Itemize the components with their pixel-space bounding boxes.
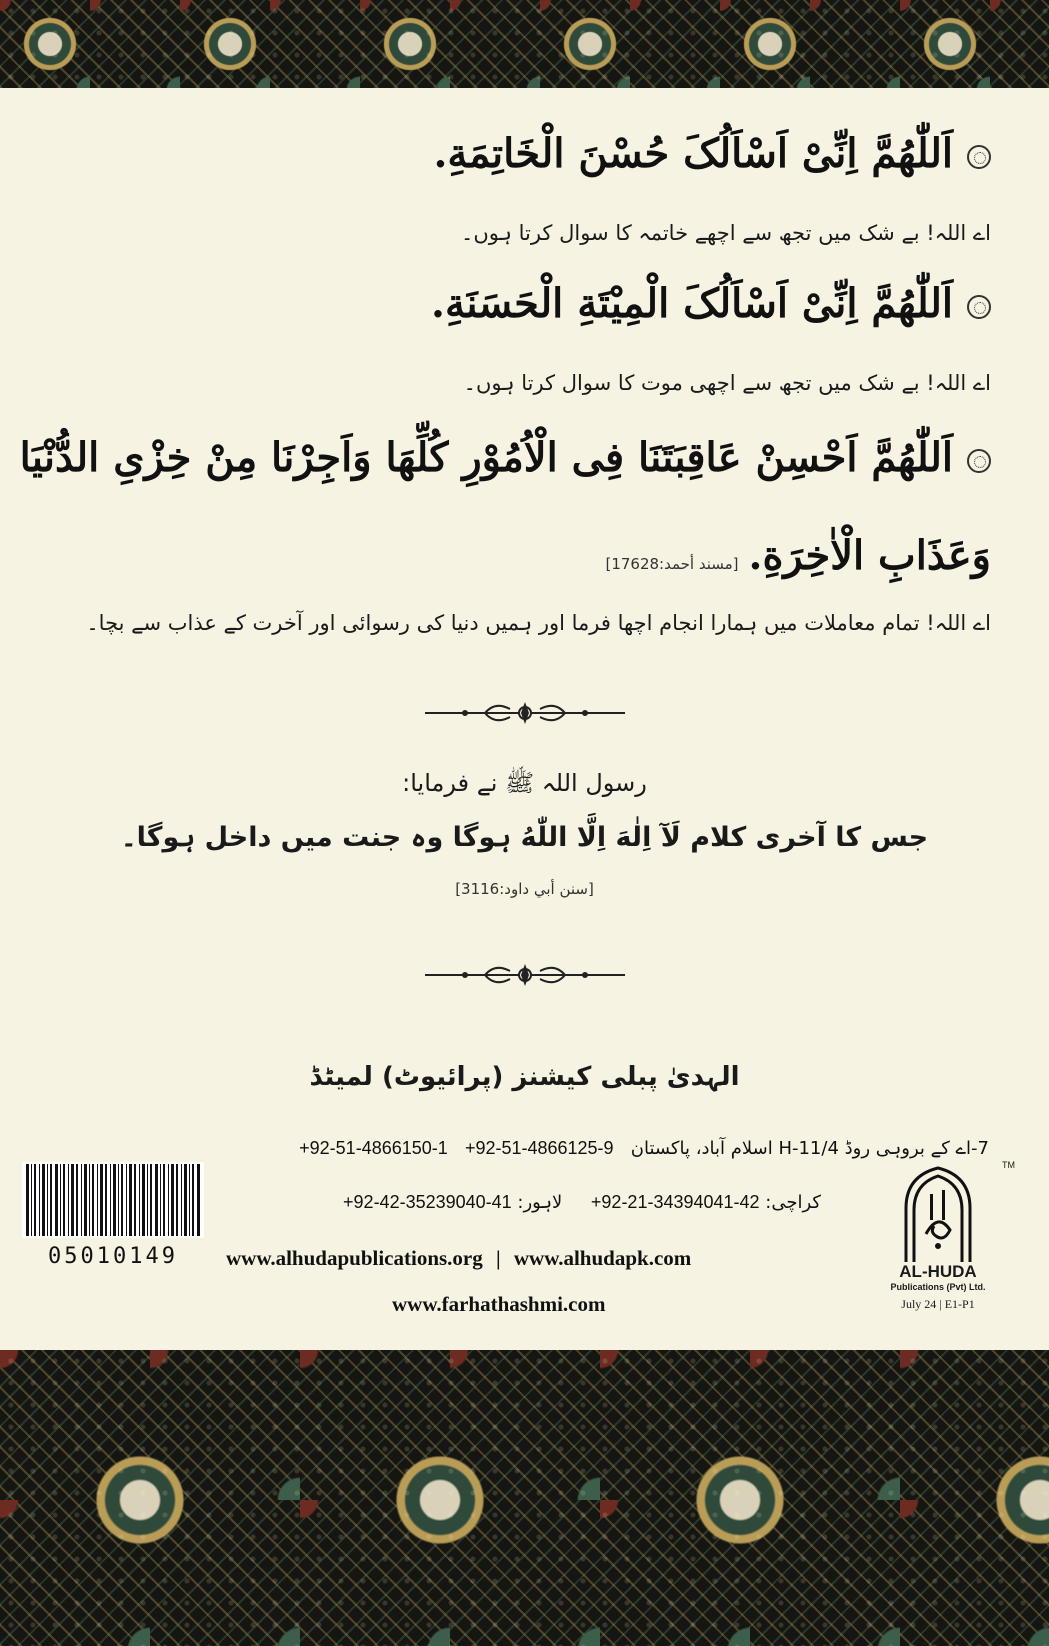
dua-2-arabic: اَللّٰهُمَّ اِنِّیْ اَسْاَلُکَ الْمِیْتَةِ الْحَسَنَةِ. bbox=[431, 278, 991, 330]
dua-3-arabic-line2: وَعَذَابِ الْاٰخِرَةِ.[مسند أحمد:17628] bbox=[605, 532, 991, 579]
dua-2-translation: اے اللہ! بے شک میں تجھ سے اچھی موت کا سوال کرتا ہوں۔ bbox=[463, 371, 991, 395]
lahore-label: لاہور: bbox=[517, 1192, 563, 1213]
dua-3-translation: اے اللہ! تمام معاملات میں ہمارا انجام اچھا فرما اور ہمیں دنیا کی رسوائی اور آخرت کے عذاب سے بچا۔ bbox=[86, 611, 991, 635]
barcode bbox=[22, 1162, 204, 1269]
phone-islamabad-1: +92-51-4866150-1 bbox=[299, 1138, 448, 1158]
rosette-icon bbox=[967, 449, 991, 473]
phone-lahore: +92-42-35239040-41 bbox=[343, 1192, 512, 1212]
hadith-text: جس کا آخری کلام لَآ اِلٰهَ اِلَّا اللّٰهُ ہوگا وہ جنت میں داخل ہوگا۔ bbox=[120, 822, 929, 853]
bottom-ornamental-border bbox=[0, 1350, 1049, 1646]
edition-code: July 24 | E1-P1 bbox=[901, 1297, 975, 1311]
phone-karachi: +92-21-34394041-42 bbox=[590, 1192, 760, 1212]
trademark-mark: TM bbox=[1002, 1160, 1015, 1170]
dua-3-reference: [مسند أحمد:17628] bbox=[605, 555, 739, 573]
logo-name: AL-HUDA bbox=[899, 1262, 977, 1281]
publisher-address: 7-اے کے بروہی روڈ H-11/4 اسلام آباد، پاکستان bbox=[630, 1138, 989, 1159]
dua-1-translation: اے اللہ! بے شک میں تجھ سے اچھے خاتمہ کا سوال کرتا ہوں۔ bbox=[461, 221, 991, 245]
rosette-icon bbox=[967, 145, 991, 169]
karachi-label: کراچی: bbox=[765, 1192, 821, 1213]
al-huda-logo-icon bbox=[858, 1164, 1018, 1264]
rosette-icon bbox=[967, 295, 991, 319]
website-link-alhudapk[interactable]: www.alhudapk.com bbox=[513, 1246, 692, 1270]
websites-line bbox=[226, 1246, 691, 1271]
ornamental-divider bbox=[425, 700, 625, 726]
dua-3-arabic-line1: اَللّٰهُمَّ اَحْسِنْ عَاقِبَتَنَا فِی الْاُمُوْرِ کُلِّهَا وَاَجِرْنَا مِنْ خِزْیِ الدُّنْیَا bbox=[20, 432, 991, 484]
top-ornamental-border bbox=[0, 0, 1049, 88]
website-separator: | bbox=[496, 1246, 501, 1270]
website-link-alhudapublications[interactable]: www.alhudapublications.org bbox=[226, 1246, 483, 1270]
hadith-intro: رسول اللہ ﷺ نے فرمایا: bbox=[402, 769, 647, 797]
logo-subtitle: Publications (Pvt) Ltd. bbox=[890, 1282, 986, 1292]
hadith-reference: [سنن أبي داود:3116] bbox=[455, 880, 594, 898]
barcode-number: 05010149 bbox=[48, 1244, 178, 1269]
publisher-address-line bbox=[299, 1138, 989, 1159]
phone-islamabad-2: +92-51-4866125-9 bbox=[464, 1138, 614, 1158]
city-phones-line bbox=[343, 1192, 821, 1213]
dua-1-arabic: اَللّٰهُمَّ اِنِّیْ اَسْاَلُکَ حُسْنَ الْخَاتِمَةِ. bbox=[434, 128, 992, 180]
publisher-name: الہدیٰ پبلی کیشنز (پرائیوٹ) لمیٹڈ bbox=[309, 1062, 740, 1092]
barcode-bars bbox=[22, 1162, 204, 1238]
website-link-farhathashmi[interactable]: www.farhathashmi.com bbox=[392, 1292, 606, 1316]
ornamental-divider bbox=[425, 962, 625, 988]
